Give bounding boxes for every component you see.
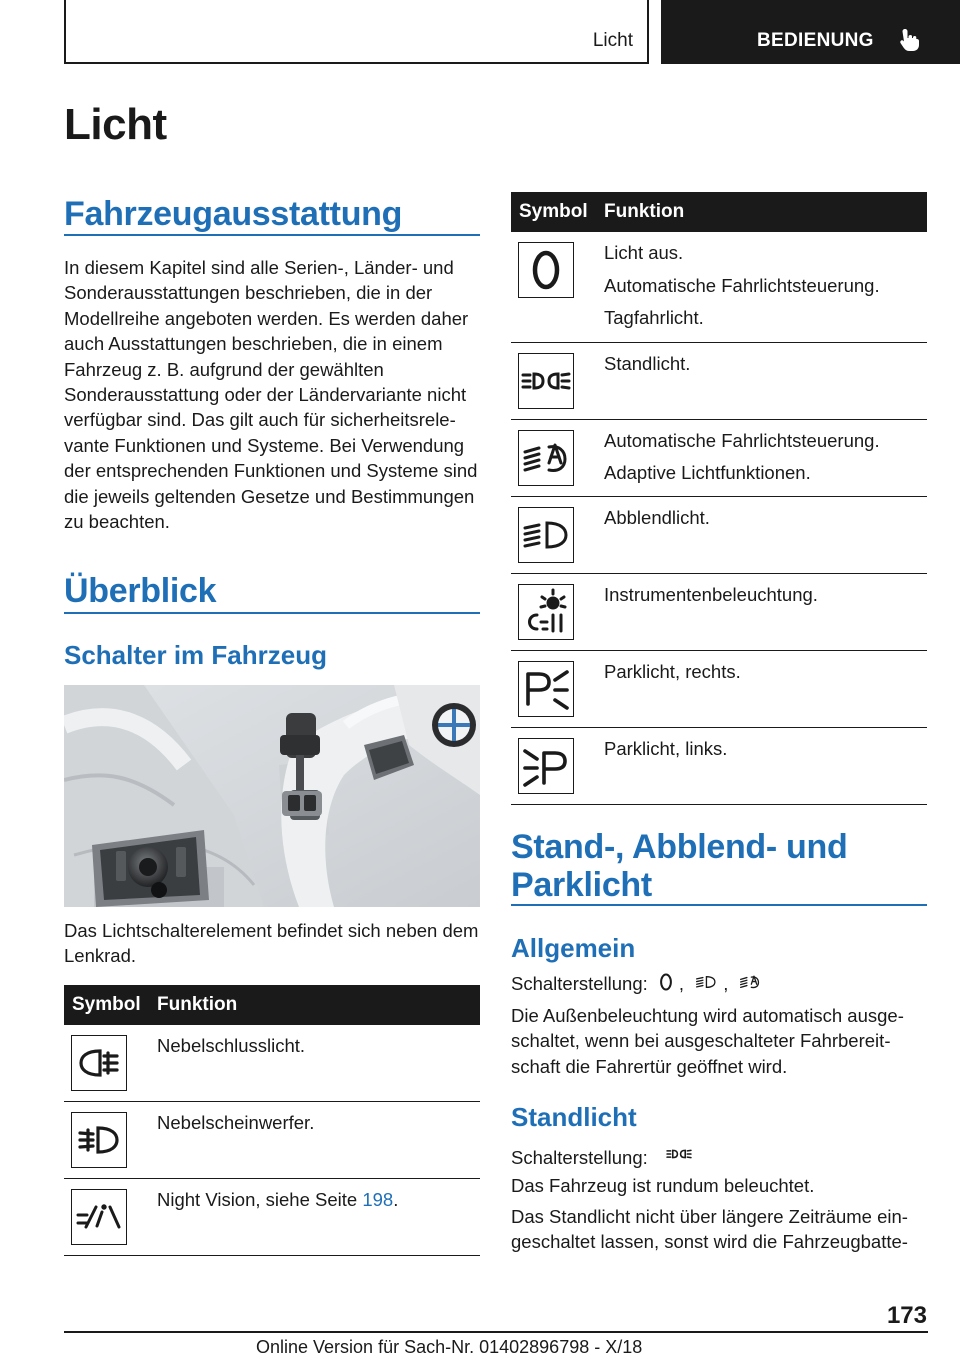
allgemein-heading: Allgemein xyxy=(511,933,636,963)
table-header-funktion: Funktion xyxy=(604,192,927,232)
function-text: Parklicht, rechts. xyxy=(604,660,741,682)
table-header-symbol: Symbol xyxy=(511,192,604,232)
heading-line: Stand-, Abblend- und xyxy=(511,828,848,866)
light-off-icon xyxy=(518,242,574,298)
table-header-funktion: Funktion xyxy=(157,985,480,1025)
function-text: Nebelscheinwerfer. xyxy=(157,1112,315,1133)
function-text: Nebelschlusslicht. xyxy=(157,1035,306,1056)
table-row xyxy=(64,1179,480,1256)
separator: , xyxy=(723,973,729,994)
fahrzeugausstattung-text: In diesem Kapitel sind alle Serien-, Länder- und Sonderausstattungen beschrieben, die in der Modellreihe angeboten werden. Es werden daher auch Ausstattungen beschrieben, die in einem Fahrzeug z. B. aufgrund der gewählten Sonderausstattung oder der Ländervariante nicht verfügbar sind. Das gilt auch für sicherheitsrelevante Funktionen und Systeme. Bei Verwendung der entsprechenden Funktionen und Systeme sind die jeweils geltenden Gesetze und Bestimmungen zu beachten. xyxy=(64,257,478,533)
table-row xyxy=(64,1102,480,1179)
function-text xyxy=(157,1189,480,1211)
parking-light-icon xyxy=(653,1140,705,1168)
table-row xyxy=(511,496,927,573)
separator: , xyxy=(678,973,685,994)
function-text: Adaptive Lichtfunktionen. xyxy=(604,462,811,483)
table-row xyxy=(511,342,927,419)
standlicht-text-2: Das Standlicht nicht über längere Zeiträume eingeschaltet lassen, sonst wird die Fahrzeugbatte- xyxy=(511,1206,908,1253)
table-row xyxy=(511,650,927,727)
page-link-198[interactable]: 198 xyxy=(362,1189,394,1210)
allgemein-text: Die Außenbeleuchtung wird automatisch ausgeschaltet, wenn bei ausgeschalteter Fahrbereitschaft die Fahrertür geöffnet wird. xyxy=(511,1005,904,1077)
table-header-symbol: Symbol xyxy=(64,985,157,1025)
table-row xyxy=(511,573,927,650)
table-header-row xyxy=(511,192,927,232)
light-switch-photo xyxy=(64,685,480,907)
auto-headlight-icon xyxy=(733,970,767,994)
function-text: Automatische Fahrlichtsteuerung. xyxy=(604,429,880,451)
table-row xyxy=(511,419,927,496)
section-rule xyxy=(64,234,480,236)
switch-label: Schalterstellung: xyxy=(511,1147,648,1168)
rear-fog-light-icon xyxy=(71,1035,127,1091)
function-text-part: . xyxy=(393,1189,399,1210)
function-text: Licht aus. xyxy=(604,242,684,263)
section-rule xyxy=(511,904,927,906)
table-row xyxy=(511,232,927,342)
night-vision-icon xyxy=(71,1189,127,1245)
schalter-heading: Schalter im Fahrzeug xyxy=(64,640,327,670)
function-text: Instrumentenbeleuchtung. xyxy=(604,583,818,605)
parking-light-icon xyxy=(518,353,574,409)
footer-text: Online Version für Sach-Nr. 01402896798 - X/18 xyxy=(256,1337,643,1357)
function-text: Abblendlicht. xyxy=(604,506,710,528)
fahrzeugausstattung-heading: Fahrzeugausstattung xyxy=(64,195,403,233)
ueberblick-heading: Überblick xyxy=(64,572,217,610)
function-text: Parklicht, links. xyxy=(604,737,728,759)
footer-rule xyxy=(64,1331,928,1333)
parking-light-left-icon xyxy=(518,738,574,794)
table-header-row xyxy=(64,985,480,1025)
allgemein-switch-line xyxy=(511,970,927,996)
page-number: 173 xyxy=(886,1302,927,1329)
switch-label: Schalterstellung: xyxy=(511,973,648,994)
table-row xyxy=(511,727,927,804)
header-section-box xyxy=(64,0,649,64)
header-chapter-title: BEDIENUNG xyxy=(757,30,874,51)
instrument-lighting-icon xyxy=(518,584,574,640)
function-text: Tagfahrlicht. xyxy=(604,307,704,328)
hand-pointer-icon xyxy=(898,27,922,53)
schalter-caption: Das Lichtschalterelement befindet sich neben dem Lenkrad. xyxy=(64,920,479,967)
function-text-part: Night Vision, siehe Seite xyxy=(157,1189,363,1210)
header-section-title: Licht xyxy=(592,30,633,51)
parking-light-right-icon xyxy=(518,661,574,717)
symbol-table-right xyxy=(511,192,927,805)
function-text: Automatische Fahrlichtsteuerung. xyxy=(604,274,880,296)
front-fog-light-icon xyxy=(71,1112,127,1168)
standlicht-switch-line xyxy=(511,1140,927,1170)
light-off-icon xyxy=(653,970,679,994)
table-row xyxy=(64,1025,480,1102)
section-rule xyxy=(64,612,480,614)
standlicht-heading: Standlicht xyxy=(511,1102,637,1132)
page-title: Licht xyxy=(64,100,167,149)
symbol-table-left xyxy=(64,985,480,1256)
function-text: Standlicht. xyxy=(604,352,691,374)
low-beam-icon xyxy=(518,507,574,563)
header-chapter-box xyxy=(661,0,960,64)
stand-abblend-heading xyxy=(511,828,927,904)
low-beam-icon xyxy=(689,970,723,994)
standlicht-text-1: Das Fahrzeug ist rundum beleuchtet. xyxy=(511,1175,815,1196)
heading-line: Parklicht xyxy=(511,866,652,904)
auto-headlight-icon xyxy=(518,430,574,486)
